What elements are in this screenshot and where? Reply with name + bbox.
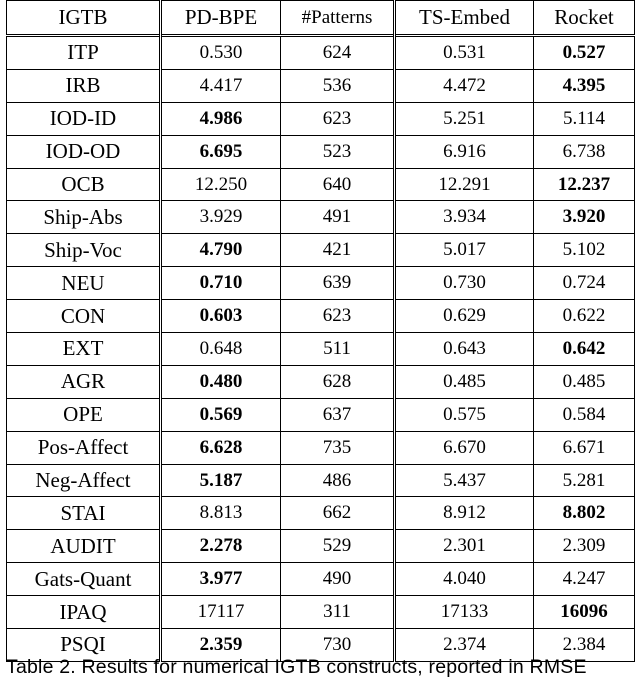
cell-pd-bpe: 2.278 [161, 530, 281, 563]
cell-rocket: 5.114 [534, 102, 635, 135]
cell-patterns: 529 [281, 530, 395, 563]
cell-construct: IRB [7, 69, 161, 102]
table-header [7, 1, 635, 36]
table-body [7, 36, 635, 662]
cell-patterns: 640 [281, 168, 395, 201]
cell-construct: Gats-Quant [7, 563, 161, 596]
results-table-container [6, 0, 634, 662]
cell-construct: ITP [7, 36, 161, 70]
cell-ts-embed: 5.437 [395, 464, 534, 497]
cell-construct: IOD-OD [7, 135, 161, 168]
table-row [7, 333, 635, 366]
cell-pd-bpe: 5.187 [161, 464, 281, 497]
cell-rocket: 0.622 [534, 300, 635, 333]
cell-patterns: 735 [281, 431, 395, 464]
cell-ts-embed: 5.017 [395, 234, 534, 267]
cell-ts-embed: 0.485 [395, 365, 534, 398]
cell-ts-embed: 8.912 [395, 497, 534, 530]
results-table [6, 0, 635, 662]
table-row [7, 596, 635, 629]
cell-pd-bpe: 0.603 [161, 300, 281, 333]
cell-rocket: 6.671 [534, 431, 635, 464]
table-row [7, 135, 635, 168]
table-row [7, 464, 635, 497]
cell-rocket: 0.584 [534, 398, 635, 431]
cell-rocket: 12.237 [534, 168, 635, 201]
cell-patterns: 730 [281, 629, 395, 662]
cell-patterns: 628 [281, 365, 395, 398]
cell-patterns: 639 [281, 267, 395, 300]
cell-construct: Neg-Affect [7, 464, 161, 497]
cell-pd-bpe: 3.977 [161, 563, 281, 596]
cell-rocket: 2.309 [534, 530, 635, 563]
cell-ts-embed: 2.374 [395, 629, 534, 662]
cell-construct: IPAQ [7, 596, 161, 629]
cell-ts-embed: 0.629 [395, 300, 534, 333]
table-row [7, 267, 635, 300]
cell-pd-bpe: 0.480 [161, 365, 281, 398]
cell-rocket: 5.281 [534, 464, 635, 497]
cell-construct: Ship-Voc [7, 234, 161, 267]
cell-rocket: 3.920 [534, 201, 635, 234]
cell-ts-embed: 0.730 [395, 267, 534, 300]
cell-patterns: 662 [281, 497, 395, 530]
cell-pd-bpe: 4.986 [161, 102, 281, 135]
cell-ts-embed: 6.670 [395, 431, 534, 464]
cell-pd-bpe: 8.813 [161, 497, 281, 530]
cell-rocket: 2.384 [534, 629, 635, 662]
cell-patterns: 491 [281, 201, 395, 234]
table-row [7, 69, 635, 102]
table-row [7, 563, 635, 596]
cell-pd-bpe: 12.250 [161, 168, 281, 201]
table-row [7, 36, 635, 70]
cell-pd-bpe: 4.417 [161, 69, 281, 102]
cell-construct: Pos-Affect [7, 431, 161, 464]
cell-construct: OPE [7, 398, 161, 431]
cell-pd-bpe: 0.530 [161, 36, 281, 70]
cell-pd-bpe: 4.790 [161, 234, 281, 267]
cell-pd-bpe: 6.628 [161, 431, 281, 464]
cell-pd-bpe: 0.648 [161, 333, 281, 366]
header-pd-bpe: PD-BPE [161, 1, 281, 36]
cell-construct: EXT [7, 333, 161, 366]
cell-pd-bpe: 6.695 [161, 135, 281, 168]
table-row [7, 300, 635, 333]
table-row [7, 530, 635, 563]
cell-pd-bpe: 0.710 [161, 267, 281, 300]
cell-pd-bpe: 3.929 [161, 201, 281, 234]
table-row [7, 168, 635, 201]
cell-rocket: 4.395 [534, 69, 635, 102]
header-ts-embed: TS-Embed [395, 1, 534, 36]
cell-construct: PSQI [7, 629, 161, 662]
table-row [7, 102, 635, 135]
cell-construct: IOD-ID [7, 102, 161, 135]
cell-ts-embed: 17133 [395, 596, 534, 629]
table-row [7, 365, 635, 398]
cell-ts-embed: 4.472 [395, 69, 534, 102]
cell-ts-embed: 3.934 [395, 201, 534, 234]
header-rocket: Rocket [534, 1, 635, 36]
cell-patterns: 490 [281, 563, 395, 596]
cell-ts-embed: 12.291 [395, 168, 534, 201]
cell-rocket: 8.802 [534, 497, 635, 530]
cell-patterns: 486 [281, 464, 395, 497]
header-row [7, 1, 635, 36]
cell-ts-embed: 0.643 [395, 333, 534, 366]
cell-rocket: 5.102 [534, 234, 635, 267]
table-caption: Table 2. Results for numerical IGTB constructs, reported in RMSE [6, 656, 587, 678]
cell-rocket: 0.642 [534, 333, 635, 366]
cell-patterns: 623 [281, 300, 395, 333]
cell-rocket: 0.527 [534, 36, 635, 70]
cell-pd-bpe: 17117 [161, 596, 281, 629]
cell-rocket: 4.247 [534, 563, 635, 596]
table-row [7, 497, 635, 530]
cell-patterns: 536 [281, 69, 395, 102]
cell-construct: CON [7, 300, 161, 333]
cell-construct: AGR [7, 365, 161, 398]
cell-patterns: 421 [281, 234, 395, 267]
cell-pd-bpe: 2.359 [161, 629, 281, 662]
cell-construct: Ship-Abs [7, 201, 161, 234]
cell-rocket: 0.485 [534, 365, 635, 398]
cell-patterns: 637 [281, 398, 395, 431]
cell-ts-embed: 6.916 [395, 135, 534, 168]
cell-ts-embed: 0.531 [395, 36, 534, 70]
cell-construct: AUDIT [7, 530, 161, 563]
cell-ts-embed: 5.251 [395, 102, 534, 135]
cell-construct: NEU [7, 267, 161, 300]
cell-rocket: 16096 [534, 596, 635, 629]
cell-patterns: 624 [281, 36, 395, 70]
cell-rocket: 0.724 [534, 267, 635, 300]
header-patterns: #Patterns [281, 1, 395, 36]
table-row [7, 234, 635, 267]
cell-construct: OCB [7, 168, 161, 201]
cell-rocket: 6.738 [534, 135, 635, 168]
cell-ts-embed: 4.040 [395, 563, 534, 596]
header-igtb: IGTB [7, 1, 161, 36]
cell-patterns: 311 [281, 596, 395, 629]
table-row [7, 398, 635, 431]
cell-pd-bpe: 0.569 [161, 398, 281, 431]
cell-ts-embed: 0.575 [395, 398, 534, 431]
cell-construct: STAI [7, 497, 161, 530]
table-row [7, 431, 635, 464]
cell-ts-embed: 2.301 [395, 530, 534, 563]
cell-patterns: 623 [281, 102, 395, 135]
cell-patterns: 511 [281, 333, 395, 366]
table-row [7, 201, 635, 234]
cell-patterns: 523 [281, 135, 395, 168]
